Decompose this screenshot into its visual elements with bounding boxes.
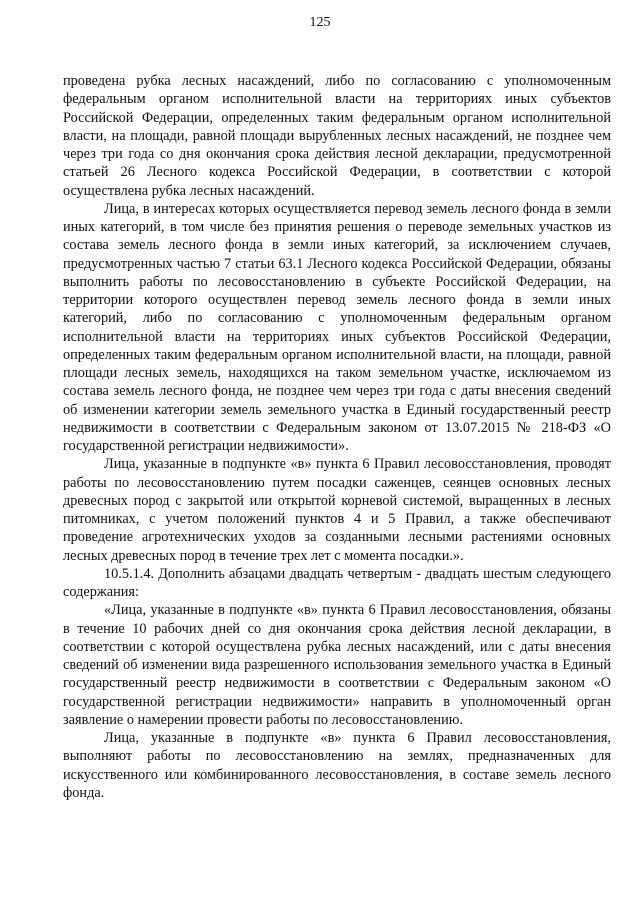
paragraph: 10.5.1.4. Дополнить абзацами двадцать четвертым - двадцать шестым следующего содержания:: [63, 565, 611, 600]
paragraph: Лица, указанные в подпункте «в» пункта 6 Правил лесовосстановления, выполняют работы по лесовосстановлению на землях, предназначенных для искусственного или комбинированного лесовосстановления, в составе земель лесного фонда.: [63, 730, 611, 801]
body-text: [63, 72, 611, 802]
paragraph: Лица, в интересах которых осуществляется перевод земель лесного фонда в земли иных категорий, в том числе без принятия решения о переводе земельных участков из состава земель лесного фонда в земли иных категорий, за исключением случаев, предусмотренных частью 7 статьи 63.1 Лесного кодекса Российской Федерации, обязаны выполнить работы по лесовосстановлению в субъекте Российской Федерации, на территории которого осуществлен перевод земель лесного фонда в земли иных категорий, либо по согласованию с уполномоченным федеральным органом исполнительной власти на территориях иных субъектов Российской Федерации, определенных таким федеральным органом исполнительной власти, на площади, равной площади лесных земель, находящихся на таком земельном участке, исключаемом из состава земель лесного фонда, не позднее чем через три года с даты внесения сведений об изменении категории земель земельного участка в Единый государственный реестр недвижимости в соответствии с Федеральным законом от 13.07.2015 № 218-ФЗ «О государственной регистрации недвижимости».: [63, 200, 611, 454]
paragraph: проведена рубка лесных насаждений, либо по согласованию с уполномоченным федеральным органом исполнительной власти на территориях иных субъектов Российской Федерации, определенных таким федеральным органом исполнительной власти, на площади, равной площади вырубленных лесных насаждений, не позднее чем через три года со дня окончания срока действия лесной декларации, предусмотренной статьей 26 Лесного кодекса Российской Федерации, в соответствии с которой осуществлена рубка лесных насаждений.: [63, 73, 611, 199]
paragraph: «Лица, указанные в подпункте «в» пункта 6 Правил лесовосстановления, обязаны в течение 10 рабочих дней со дня окончания срока действия лесной декларации, в соответствии с которой осуществлена рубка лесных насаждений, или с даты внесения сведений об изменении вида разрешенного использования земельного участка в Единый государственный реестр недвижимости в соответствии с Федеральным законом «О государственной регистрации недвижимости» направить в уполномоченный орган заявление о намерении провести работы по лесовосстановлению.: [63, 602, 611, 728]
page-number: 125: [309, 15, 331, 30]
paragraph: Лица, указанные в подпункте «в» пункта 6 Правил лесовосстановления, проводят работы по лесовосстановлению путем посадки саженцев, сеянцев основных лесных древесных пород с закрытой или открытой корневой системой, выращенных в лесных питомниках, с учетом положений пунктов 4 и 5 Правил, а также обеспечивают проведение агротехнических уходов за созданными лесными растениями основных лесных древесных пород в течение трех лет с момента посадки.».: [63, 456, 611, 564]
